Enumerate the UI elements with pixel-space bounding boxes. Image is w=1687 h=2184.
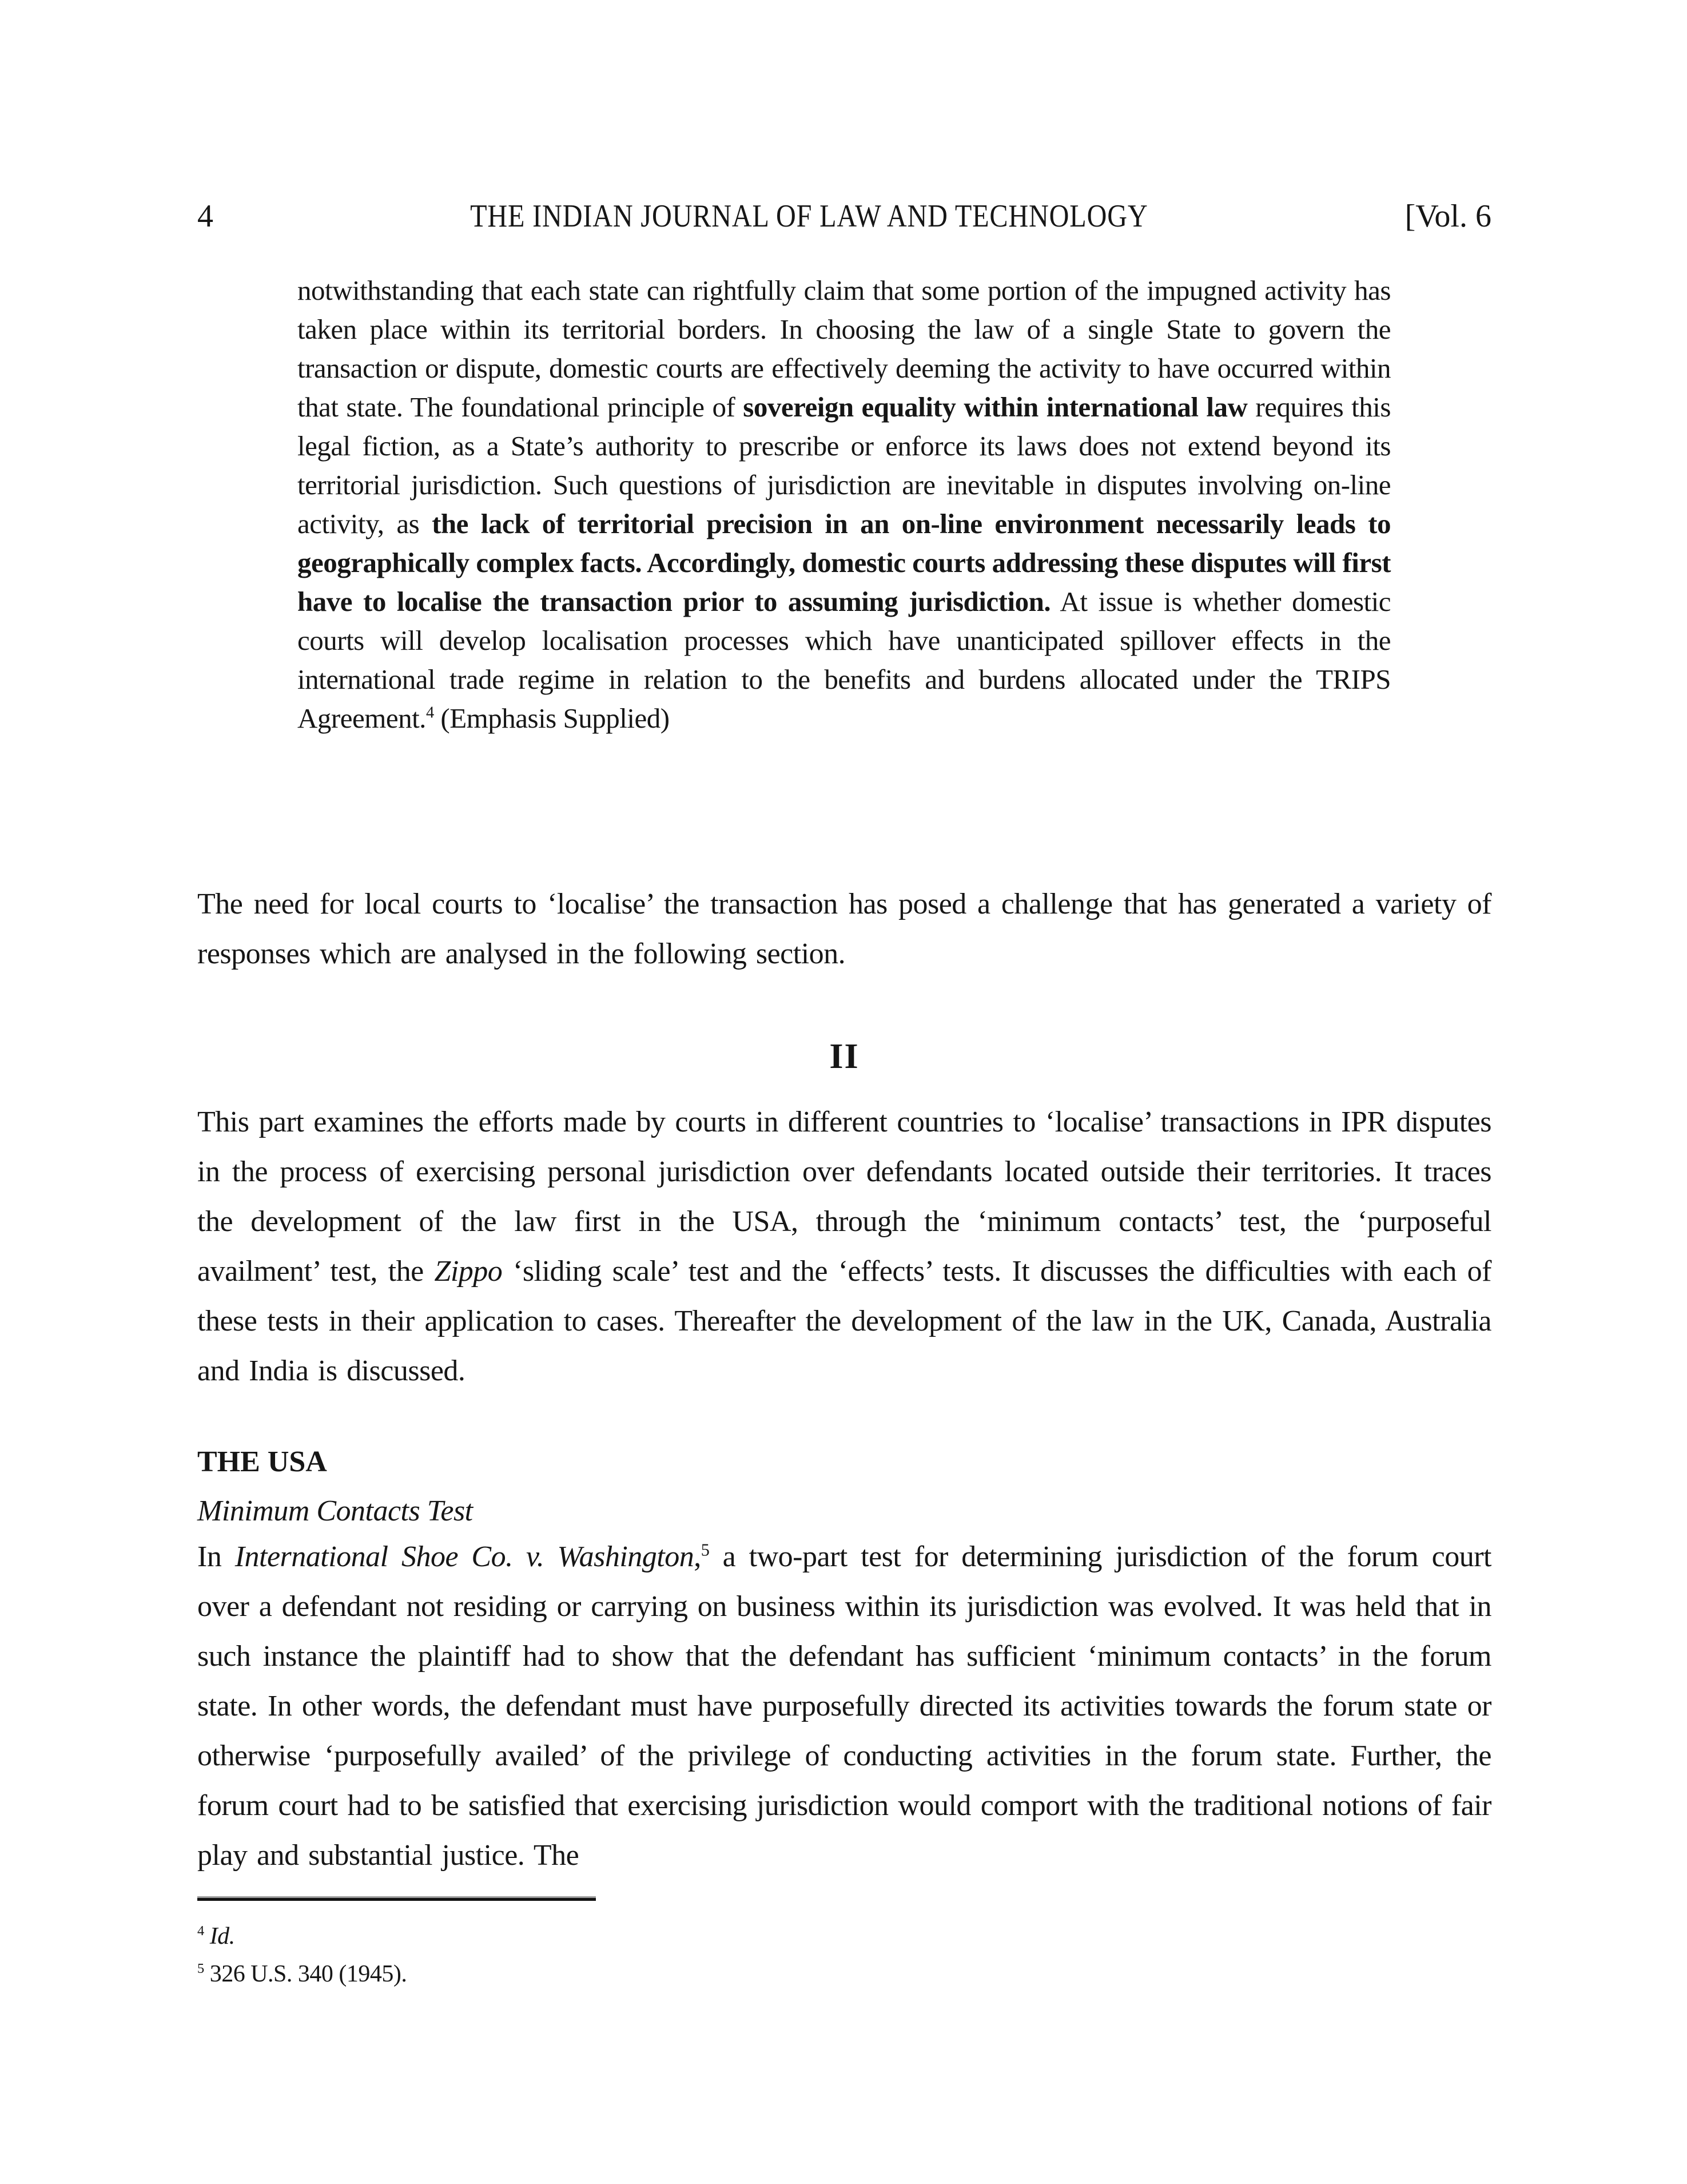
paragraph-minimum-contacts: In International Shoe Co. v. Washington,$^5$ a two-part test for determining jurisdiction of the forum court over a defendant not residing or carrying on business within its jurisdiction was evolved. It was held that in such instance the plaintiff had to show that the defendant has sufficient ‘minimum contacts’ in the forum state. In other words, the defendant must have purposefully directed its activities towards the forum state or otherwise ‘purposefully availed’ of the privilege of conducting activities in the forum state. Further, the forum court had to be satisfied that exercising jurisdiction would comport with the traditional notions of fair play and substantial justice. The (197, 1540, 1491, 1872)
volume-label: [Vol. 6 (1404, 198, 1491, 234)
section-heading-ii: II (829, 1037, 860, 1076)
footnote-separator (197, 1898, 596, 1901)
journal-title: THE INDIAN JOURNAL OF LAW AND TECHNOLOGY (470, 198, 1148, 234)
subheading-minimum-contacts-test: Minimum Contacts Test (197, 1495, 473, 1527)
footnote-5: $^5$ 326 U.S. 340 (1945). (197, 1961, 407, 1987)
block-quote: notwithstanding that each state can rightfully claim that some portion of the impugned activity has taken place within its territorial borders. In choosing the law of a single State to govern the transaction or dispute, domestic courts are effectively deeming the activity to have occurred within that state. The foundational principle of sovereign equality within international law requires this legal fiction, as a State’s authority to prescribe or enforce its laws does not extend beyond its territorial jurisdiction. Such questions of jurisdiction are inevitable in disputes involving on-line activity, as the lack of territorial precision in an on-line environment necessarily leads to geographically complex facts. Accordingly, domestic courts addressing these disputes will first have to localise the transaction prior to assuming jurisdiction. At issue is whether domestic courts will develop localisation processes which have unanticipated spillover effects in the international trade regime in relation to the benefits and burdens allocated under the TRIPS Agreement.$^4$ (Emphasis Supplied) (297, 275, 1391, 734)
page-header (197, 199, 1491, 233)
heading-the-usa: THE USA (197, 1446, 327, 1478)
page-number: 4 (197, 198, 213, 234)
paragraph-intro: The need for local courts to ‘localise’ the transaction has posed a challenge that has generated a variety of responses which are analysed in the following section. (197, 888, 1491, 970)
footnotes (197, 1917, 1491, 1993)
paragraph-section-two: This part examines the efforts made by courts in different countries to ‘localise’ transactions in IPR disputes in the process of exercising personal jurisdiction over defendants located outside their territories. It traces the development of the law first in the USA, through the ‘minimum contacts’ test, the ‘purposeful availment’ test, the Zippo ‘sliding scale’ test and the ‘effects’ tests. It discusses the difficulties with each of these tests in their application to cases. Thereafter the development of the law in the UK, Canada, Australia and India is discussed. (197, 1106, 1492, 1387)
footnote-4: $^4$ Id. (197, 1923, 235, 1949)
